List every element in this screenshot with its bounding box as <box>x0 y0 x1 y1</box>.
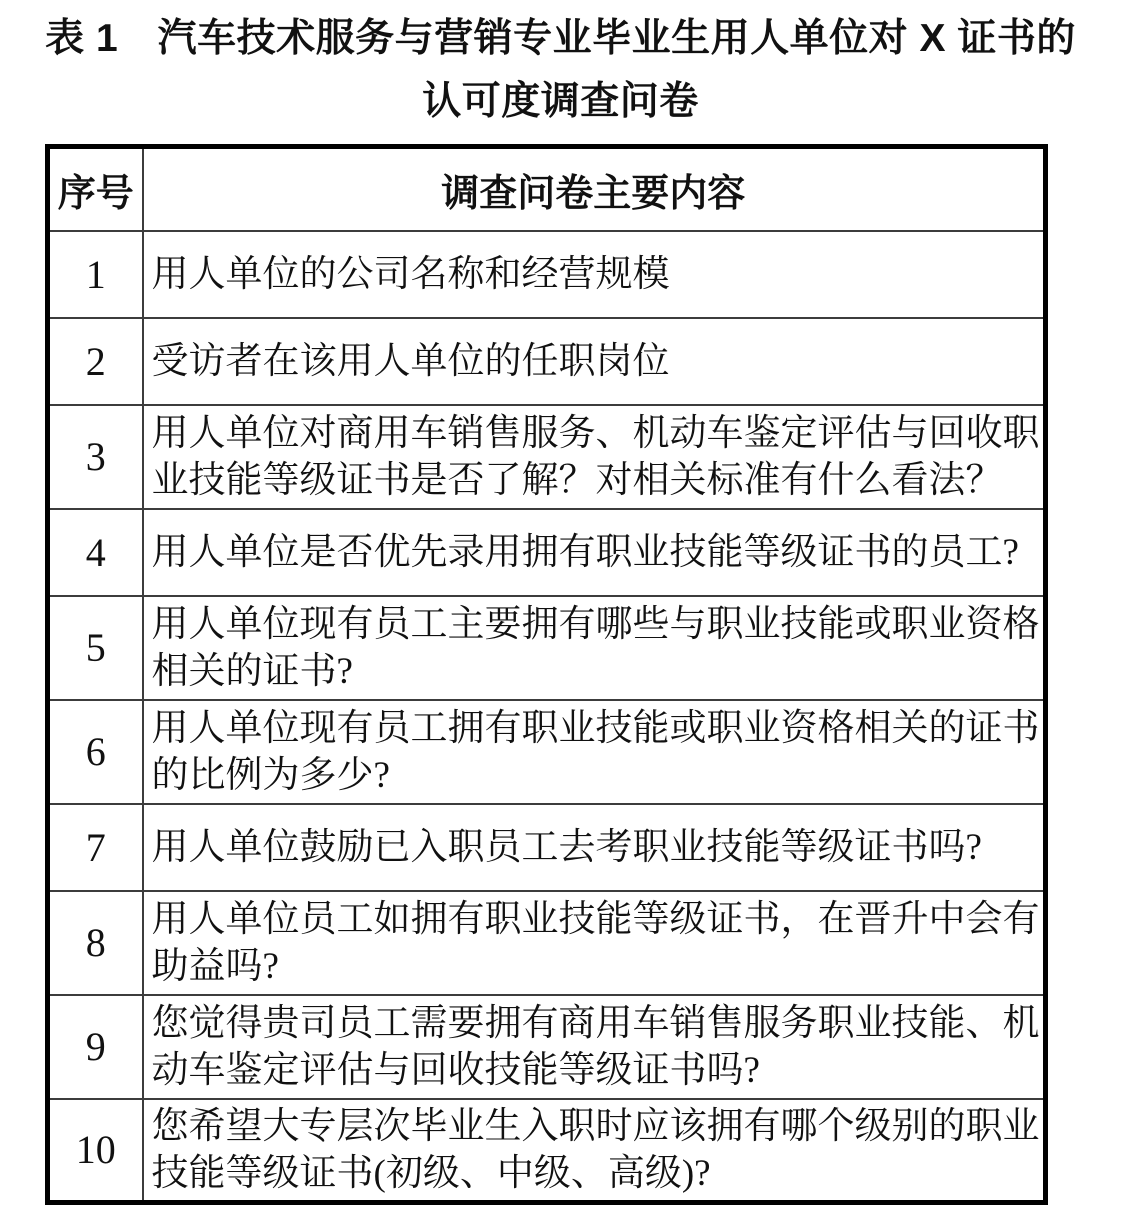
table-header-row <box>48 147 1046 231</box>
question-line: 您觉得贵司员工需要拥有商用车销售服务职业技能、机 <box>151 1002 1040 1044</box>
table-row <box>48 318 1046 405</box>
header-cell-content: 调查问卷主要内容 <box>143 147 1046 231</box>
table-row <box>48 891 1046 995</box>
question-line: 相关的证书? <box>151 650 353 692</box>
row-number-cell: 5 <box>48 596 143 700</box>
table-caption-line1: 表 1 汽车技术服务与营销专业毕业生用人单位对 X 证书的 <box>45 17 1076 60</box>
question-cell <box>143 596 1046 700</box>
question-line: 助益吗? <box>151 945 279 987</box>
question-cell <box>143 318 1046 405</box>
question-cell <box>143 700 1046 804</box>
question-cell <box>143 1099 1046 1203</box>
row-number-cell: 6 <box>48 700 143 804</box>
question-line: 受访者在该用人单位的任职岗位 <box>151 340 670 382</box>
table-row <box>48 995 1046 1099</box>
question-line: 用人单位现有员工主要拥有哪些与职业技能或职业资格 <box>151 603 1040 645</box>
question-line: 您希望大专层次毕业生入职时应该拥有哪个级别的职业 <box>151 1105 1040 1147</box>
question-cell <box>143 509 1046 596</box>
question-line: 技能等级证书(初级、中级、高级)? <box>151 1152 711 1194</box>
question-line: 用人单位鼓励已入职员工去考职业技能等级证书吗? <box>151 826 982 868</box>
row-number-cell: 1 <box>48 231 143 318</box>
row-number-cell: 8 <box>48 891 143 995</box>
question-line: 业技能等级证书是否了解？对相关标准有什么看法？ <box>151 459 1003 501</box>
table-row <box>48 509 1046 596</box>
question-line: 用人单位是否优先录用拥有职业技能等级证书的员工? <box>151 531 1019 573</box>
table-caption-line2: 认可度调查问卷 <box>422 80 699 123</box>
question-cell <box>143 405 1046 509</box>
table-row <box>48 700 1046 804</box>
header-cell-number: 序号 <box>48 147 143 231</box>
row-number-cell: 10 <box>48 1099 143 1203</box>
row-number-cell: 7 <box>48 804 143 891</box>
question-line: 动车鉴定评估与回收技能等级证书吗? <box>151 1049 760 1091</box>
row-number-cell: 4 <box>48 509 143 596</box>
row-number-cell: 9 <box>48 995 143 1099</box>
question-line: 用人单位现有员工拥有职业技能或职业资格相关的证书 <box>151 707 1040 749</box>
question-line: 用人单位员工如拥有职业技能等级证书，在晋升中会有 <box>151 898 1040 940</box>
question-cell <box>143 891 1046 995</box>
table-row <box>48 804 1046 891</box>
question-line: 用人单位对商用车销售服务、机动车鉴定评估与回收职 <box>151 412 1040 454</box>
table-row <box>48 231 1046 318</box>
table-row <box>48 596 1046 700</box>
question-table-body <box>48 231 1046 1203</box>
question-cell <box>143 804 1046 891</box>
table-row <box>48 1099 1046 1203</box>
question-line: 的比例为多少? <box>151 754 390 796</box>
row-number-cell: 3 <box>48 405 143 509</box>
table-row <box>48 405 1046 509</box>
survey-table <box>45 144 1048 1205</box>
question-line: 用人单位的公司名称和经营规模 <box>151 253 670 295</box>
row-number-cell: 2 <box>48 318 143 405</box>
question-cell <box>143 231 1046 318</box>
table-caption <box>0 0 1121 133</box>
question-cell <box>143 995 1046 1099</box>
